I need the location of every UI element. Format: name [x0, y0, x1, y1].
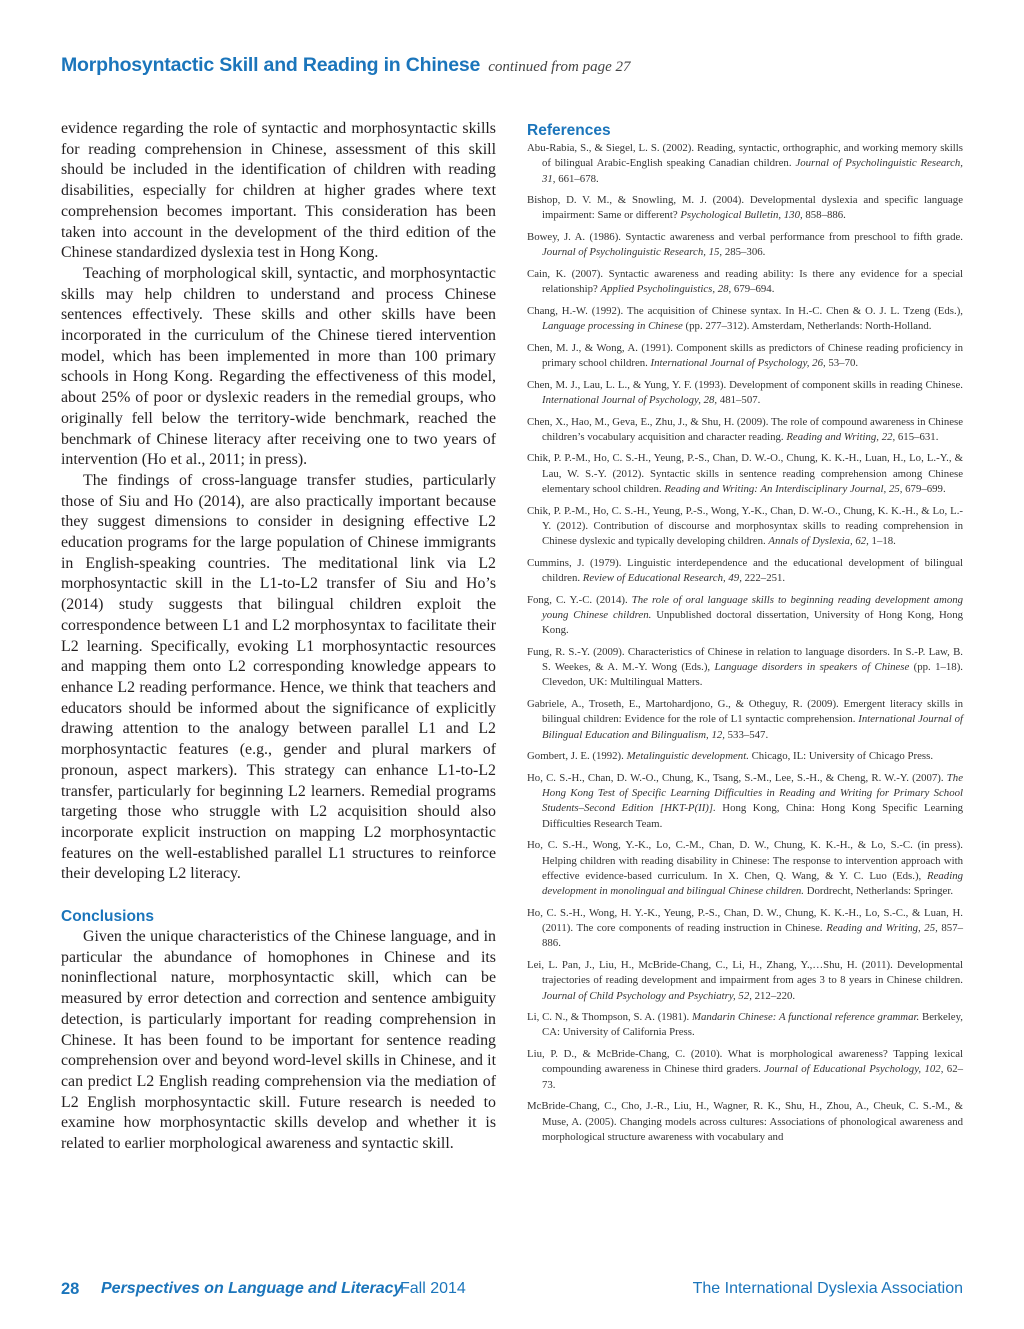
conclusions-heading: Conclusions: [61, 908, 155, 926]
running-header: [61, 54, 961, 77]
article-title: Morphosyntactic Skill and Reading in Chinese: [61, 54, 481, 76]
reference-entry: Ho, C. S.-H., Wong, Y.-K., Lo, C.-M., Chan, D. W., Chung, K. K.-H., & Lo, S.-C. (in press). Helping children with reading disability in Chinese: The response to intervention approach with effective evidence-based curriculum. In X. Chen, Q. Wang, & Y. C. Luo (Eds.), Reading development in monolingual and bilingual Chinese children. Dordrecht, Netherlands: Springer.: [527, 839, 963, 898]
reference-entry: Bowey, J. A. (1986). Syntactic awareness and verbal performance from preschool to fifth grade. Journal of Psycholinguistic Research, 15, 285–306.: [527, 231, 963, 259]
reference-entry: Chen, M. J., & Wong, A. (1991). Component skills as predictors of Chinese reading proficiency in primary school children. International Journal of Psychology, 26, 53–70.: [527, 341, 963, 370]
reference-entry: Liu, P. D., & McBride-Chang, C. (2010). What is morphological awareness? Tapping lexical compounding awareness in Chinese third graders. Journal of Educational Psychology, 102, 62–73.: [527, 1048, 963, 1091]
reference-entry: Fong, C. Y.-C. (2014). The role of oral language skills to beginning reading development among young Chinese children. Unpublished doctoral dissertation, University of Hong Kong, Hong Kong.: [527, 593, 964, 637]
reference-entry: Cummins, J. (1979). Linguistic interdependence and the educational development of bilingual children. Review of Educational Research, 49, 222–251.: [527, 556, 963, 585]
page-footer: [61, 1280, 963, 1302]
reference-entry: Chen, M. J., Lau, L. L., & Yung, Y. F. (1993). Development of component skills in reading Chinese. International Journal of Psychology, 28, 481–507.: [527, 378, 963, 406]
page-number: 28: [61, 1280, 80, 1298]
reference-entry: Cain, K. (2007). Syntactic awareness and reading ability: Is there any evidence for a special relationship? Applied Psycholinguistics, 28, 679–694.: [527, 267, 963, 296]
reference-entry: Lei, L. Pan, J., Liu, H., McBride-Chang, C., Li, H., Zhang, Y.,…Shu, H. (2011). Developmental trajectories of reading development and impairment from ages 3 to 8 years in Chinese children. Journal of Child Psychology and Psychiatry, 52, 212–220.: [527, 959, 963, 1002]
reference-entry: McBride-Chang, C., Cho, J.-R., Liu, H., Wagner, R. K., Shu, H., Zhou, A., Cheuk, C. S.-M., & Muse, A. (2005). Changing models across cultures: Associations of phonological awareness and morphological structure awareness with vocabulary and: [527, 1100, 963, 1143]
main-text-column: [61, 119, 496, 1155]
references-column: [527, 121, 963, 1151]
reference-entry: Chang, H.-W. (1992). The acquisition of Chinese syntax. In H.-C. Chen & O. J. L. Tzeng (Eds.), Language processing in Chinese (pp. 277–312). Amsterdam, Netherlands: North-Holland.: [527, 304, 963, 333]
reference-entry: Abu-Rabia, S., & Siegel, L. S. (2002). Reading, syntactic, orthographic, and working memory skills of bilingual Arabic-English speaking Canadian children. Journal of Psycholinguistic Research, 31, 661–678.: [527, 142, 963, 185]
reference-entry: Ho, C. S.-H., Wong, H. Y.-K., Yeung, P.-S., Chan, D. W., Chung, K. K.-H., Lo, S.-C., & Luan, H. (2011). The core components of reading instruction in Chinese. Reading and Writing, 25, 857–886.: [527, 906, 963, 950]
reference-entry: Chen, X., Hao, M., Geva, E., Zhu, J., & Shu, H. (2009). The role of compound awareness in Chinese children’s vocabulary acquisition and character reading. Reading and Writing, 22, 615–631.: [527, 415, 963, 443]
references-heading: References: [527, 122, 611, 139]
conclusions-paragraph: Given the unique characteristics of the Chinese language, and in particular the abundance of homophones in Chinese and its noninflectional nature, morphosyntactic skill, which can be measured by error detection and correction and sentence ambiguity detection, is particularly important for reading comprehension in Chinese. It has been found to be important for sentence reading comprehension over and beyond word-level skills in Chinese, and it can predict L2 English reading comprehension via the mediation of L2 English morphosyntactic skill. Future research is needed to examine how morphosyntactic skills develop and whether it is related to earlier morphological awareness and syntactic skill.: [61, 928, 496, 1153]
body-paragraph: Teaching of morphological skill, syntactic, and morphosyntactic skills may help children to understand and process Chinese sentences effectively. These skills and other skills have been incorporated in the curriculum of the Chinese tiered intervention model, which has been implemented in more than 100 primary schools in Hong Kong. Regarding the effectiveness of this model, about 25% of poor or dyslexic readers in the remedial groups, who originally fell below the territory-wide benchmark, reached the benchmark of Chinese literacy after receiving one to two years of intervention (Ho et al., 2011; in press).: [61, 264, 496, 469]
reference-entry: Bishop, D. V. M., & Snowling, M. J. (2004). Developmental dyslexia and specific language impairment: Same or different? Psychological Bulletin, 130, 858–886.: [527, 194, 963, 222]
continued-note: continued from page 27: [488, 59, 631, 75]
reference-entry: Chik, P. P.-M., Ho, C. S.-H., Yeung, P.-S., Chan, D. W.-O., Chung, K. K.-H., Luan, H., Lo, L.-Y., & Lau, W. S.-Y. (2012). Syntactic skills in sentence reading comprehension among Chinese elementary school children. Reading and Writing: An Interdisciplinary Journal, 25, 679–699.: [527, 452, 963, 496]
organization-name: The International Dyslexia Association: [692, 1280, 963, 1297]
reference-list: [527, 141, 963, 1145]
body-paragraph: evidence regarding the role of syntactic and morphosyntactic skills for reading comprehension in Chinese, assessment of this skill should be included in the identification of children with reading disabilities, especially for children at higher grades where text comprehension becomes important. This consideration has been taken into account in the development of the third edition of the Chinese standardized dyslexia test in Hong Kong.: [61, 120, 496, 262]
reference-entry: Gombert, J. E. (1992). Metalinguistic development. Chicago, IL: University of Chicago Press.: [527, 750, 934, 763]
body-paragraph: The findings of cross-language transfer studies, particularly those of Siu and Ho (2014), are also practically important because they suggest dimensions to consider in designing effective L2 education programs for the large population of Chinese immigrants in English-speaking countries. The meditational link via L2 morphosyntactic skill in the L1-to-L2 transfer of Siu and Ho’s (2014) study suggests that bilingual children exploit the correspondence between L1 and L2 morphosyntax to facilitate their L2 learning. Specifically, evoking L1 morphosyntactic resources and mapping them onto L2 corresponding knowledge appears to enhance L2 reading performance. Hence, we think that teachers and educators should be informed about the significance of explicitly drawing attention to the analogy between parallel L1 and L2 morphosyntactic features (e.g., gender and plural markers of pronoun, aspect markers). This strategy can enhance L1-to-L2 transfer, particularly for beginning L2 learners. Remedial programs targeting those who struggle with L2 acquisition should also incorporate explicit instruction on mapping L2 morphosyntactic features on the well-established parallel L1 structures to reinforce their developing L2 literacy.: [61, 471, 496, 883]
reference-entry: Chik, P. P.-M., Ho, C. S.-H., Yeung, P.-S., Wong, Y.-K., Chan, D. W.-O., Chung, K. K.-H., & Lo, L.-Y. (2012). Contribution of discourse and morphosyntax skills to reading comprehension in Chinese dyslexic and typically developing children. Annals of Dyslexia, 62, 1–18.: [527, 504, 963, 548]
reference-entry: Gabriele, A., Troseth, E., Martohardjono, G., & Otheguy, R. (2009). Emergent literacy skills in bilingual children: Evidence for the role of L1 syntactic comprehension. International Journal of Bilingual Education and Bilingualism, 12, 533–547.: [527, 698, 963, 741]
reference-entry: Fung, R. S.-Y. (2009). Characteristics of Chinese in relation to language disorders. In S.-P. Law, B. S. Weekes, & A. M.-Y. Wong (Eds.), Language disorders in speakers of Chinese (pp. 1–18). Clevedon, UK: Multilingual Matters.: [527, 645, 963, 689]
journal-name: Perspectives on Language and Literacy: [101, 1280, 403, 1297]
reference-entry: Li, C. N., & Thompson, S. A. (1981). Mandarin Chinese: A functional reference grammar. Berkeley, CA: University of California Press.: [527, 1011, 963, 1039]
reference-entry: Ho, C. S.-H., Chan, D. W.-O., Chung, K., Tsang, S.-M., Lee, S.-H., & Cheng, R. W.-Y. (2007). The Hong Kong Test of Specific Learning Difficulties in Reading and Writing for Primary School Students–Second Edition [HKT-P(II)]. Hong Kong, China: Hong Kong Specific Learning Difficulties Research Team.: [527, 771, 964, 830]
issue-date: Fall 2014: [400, 1280, 466, 1297]
